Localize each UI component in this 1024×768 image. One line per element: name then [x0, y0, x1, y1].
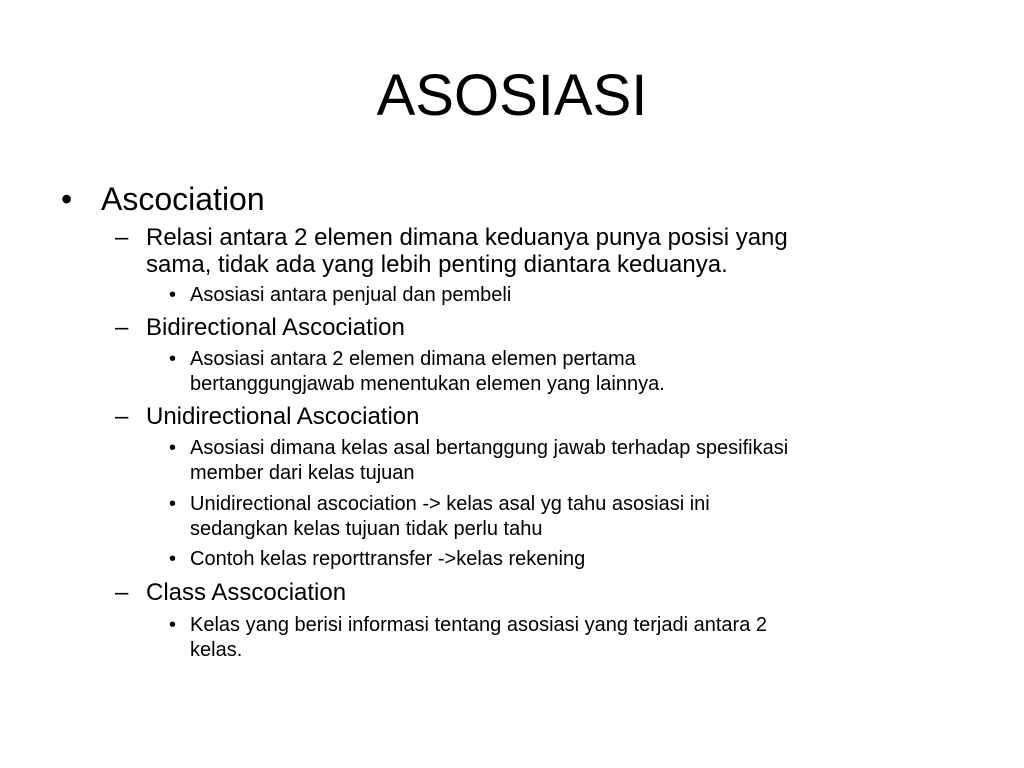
- bullet-text-line-1: Asosiasi antara 2 elemen dimana elemen pertama: [190, 348, 636, 370]
- bullet-text: Contoh kelas reporttransfer ->kelas rekening: [190, 548, 586, 570]
- bullet-text: Bidirectional Ascociation: [146, 314, 405, 341]
- bullet-marker: •: [169, 284, 177, 306]
- bullet-marker: •: [169, 437, 177, 459]
- slide-title: ASOSIASI: [376, 63, 648, 128]
- bullet-text-line-2: sama, tidak ada yang lebih penting diantara keduanya.: [146, 251, 728, 278]
- bullet-text-line-1: Kelas yang berisi informasi tentang asosiasi yang terjadi antara 2: [190, 614, 767, 636]
- bullet-text-line-2: sedangkan kelas tujuan tidak perlu tahu: [190, 518, 543, 540]
- bullet-text: Class Asscociation: [146, 579, 347, 606]
- bullet-text-line-1: Asosiasi dimana kelas asal bertanggung jawab terhadap spesifikasi: [190, 437, 789, 459]
- dash-marker: –: [115, 314, 129, 341]
- bullet-text-line-1: Relasi antara 2 elemen dimana keduanya punya posisi yang: [146, 224, 788, 251]
- bullet-text: Asosiasi antara penjual dan pembeli: [190, 284, 512, 306]
- bullet-marker: •: [61, 181, 73, 217]
- bullet-text: Unidirectional Ascociation: [146, 403, 420, 430]
- bullet-text-line-2: kelas.: [190, 639, 243, 661]
- bullet-marker: •: [169, 614, 177, 636]
- bullet-marker: •: [169, 348, 177, 370]
- dash-marker: –: [115, 403, 129, 430]
- dash-marker: –: [115, 224, 129, 251]
- bullet-text-line-2: member dari kelas tujuan: [190, 462, 415, 484]
- bullet-text: Ascociation: [101, 181, 265, 217]
- bullet-text-line-2: bertanggungjawab menentukan elemen yang lainnya.: [190, 373, 665, 395]
- dash-marker: –: [115, 579, 129, 606]
- bullet-marker: •: [169, 493, 177, 515]
- bullet-marker: •: [169, 548, 177, 570]
- bullet-text-line-1: Unidirectional ascociation -> kelas asal yg tahu asosiasi ini: [190, 493, 710, 515]
